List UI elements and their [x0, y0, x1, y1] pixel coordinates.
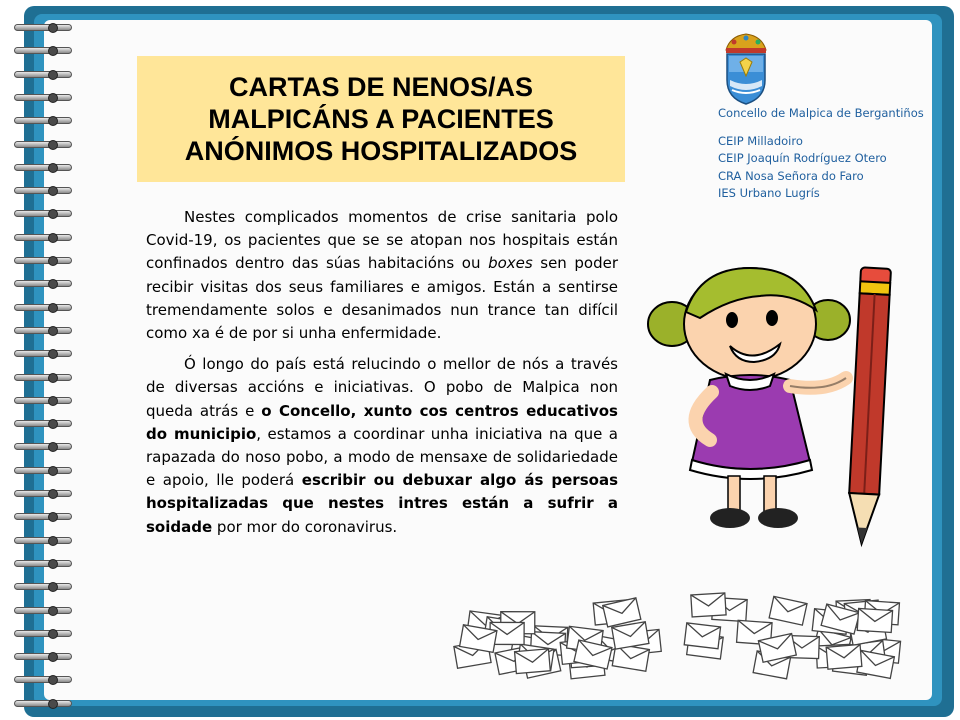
spiral-ring: [14, 162, 74, 174]
spiral-ring: [14, 348, 74, 360]
council-name: Concello de Malpica de Bergantiños: [718, 106, 924, 120]
envelope: [857, 608, 892, 632]
envelope: [769, 596, 807, 625]
envelope: [612, 622, 649, 649]
spiral-ring: [14, 581, 74, 593]
spiral-ring: [14, 628, 74, 640]
spiral-ring: [14, 651, 74, 663]
envelopes-icon: [680, 588, 915, 680]
spiral-ring: [14, 255, 74, 267]
spiral-binding: [0, 0, 80, 720]
spiral-ring: [14, 325, 74, 337]
title-line-2: MALPICÁNS A PACIENTES: [208, 104, 554, 134]
girl-with-pencil-illustration: [640, 262, 900, 552]
school-item: IES Urbano Lugrís: [718, 185, 820, 200]
spiral-ring: [14, 232, 74, 244]
spiral-ring: [14, 185, 74, 197]
paragraph-1-italic: boxes: [488, 254, 533, 273]
spiral-ring: [14, 139, 74, 151]
spiral-ring: [14, 418, 74, 430]
schools-list: [718, 133, 887, 202]
spiral-ring: [14, 605, 74, 617]
paragraph-2-text-a: Ó longo do país está relucindo o mellor de nós a través de diversas accións e iniciativas. O pobo de Malpica non queda atrás e: [146, 355, 618, 420]
envelope: [826, 644, 862, 669]
spiral-ring: [14, 208, 74, 220]
spiral-ring: [14, 92, 74, 104]
school-item: CRA Nosa Señora do Faro: [718, 168, 864, 183]
school-item: CEIP Milladoiro: [718, 134, 803, 148]
spiral-ring: [14, 465, 74, 477]
paragraph-2-text-b: , estamos a coordinar unha iniciativa na que a rapazada do noso pobo, a modo de mensaxe de solidariedade e apoio, lle poderá: [146, 424, 618, 490]
spiral-ring: [14, 372, 74, 384]
spiral-ring: [14, 511, 74, 523]
title-line-3: ANÓNIMOS HOSPITALIZADOS: [184, 136, 578, 166]
envelope: [515, 649, 551, 674]
paragraph-2-text-c: por mor do coronavirus.: [212, 517, 398, 536]
title-box: [137, 56, 625, 182]
spiral-ring: [14, 22, 74, 34]
school-item: CEIP Joaquín Rodríguez Otero: [718, 151, 887, 166]
spiral-ring: [14, 535, 74, 547]
paragraph-2-bold-b: escribir ou debuxar algo ás persoas hospitalizadas que nestes intres están a sufrir a soidade: [146, 471, 618, 536]
spiral-ring: [14, 698, 74, 710]
spiral-ring: [14, 278, 74, 290]
spiral-ring: [14, 488, 74, 500]
spiral-ring: [14, 395, 74, 407]
coat-of-arms-icon: [720, 32, 772, 106]
spiral-ring: [14, 674, 74, 686]
paragraph-1-text-b: sen poder recibir visitas dos seus familiares e amigos. Están a sentirse tremendamente solos e desanimados nun trance tan difícil como xa é de por si unha enfermidade.: [146, 254, 618, 343]
paragraph-1-text-a: Nestes complicados momentos de crise sanitaria polo Covid-19, os pacientes que se se atopan nos hospitais están confinados dentro das súas habitacións ou: [146, 208, 618, 273]
page-title: [185, 71, 578, 167]
paragraph-1: [146, 206, 618, 345]
spiral-ring: [14, 115, 74, 127]
spiral-ring: [14, 69, 74, 81]
spiral-ring: [14, 558, 74, 570]
title-line-1: CARTAS DE NENOS/AS: [228, 72, 533, 102]
spiral-ring: [14, 302, 74, 314]
paragraph-2-bold-a: o Concello, xunto cos centros educativos do municipio: [146, 401, 618, 443]
envelope: [691, 593, 726, 617]
spiral-ring: [14, 441, 74, 453]
envelope: [684, 623, 720, 649]
envelopes-icon: [445, 595, 675, 685]
paragraph-2: [146, 353, 618, 539]
body-text: [146, 206, 618, 547]
spiral-ring: [14, 45, 74, 57]
